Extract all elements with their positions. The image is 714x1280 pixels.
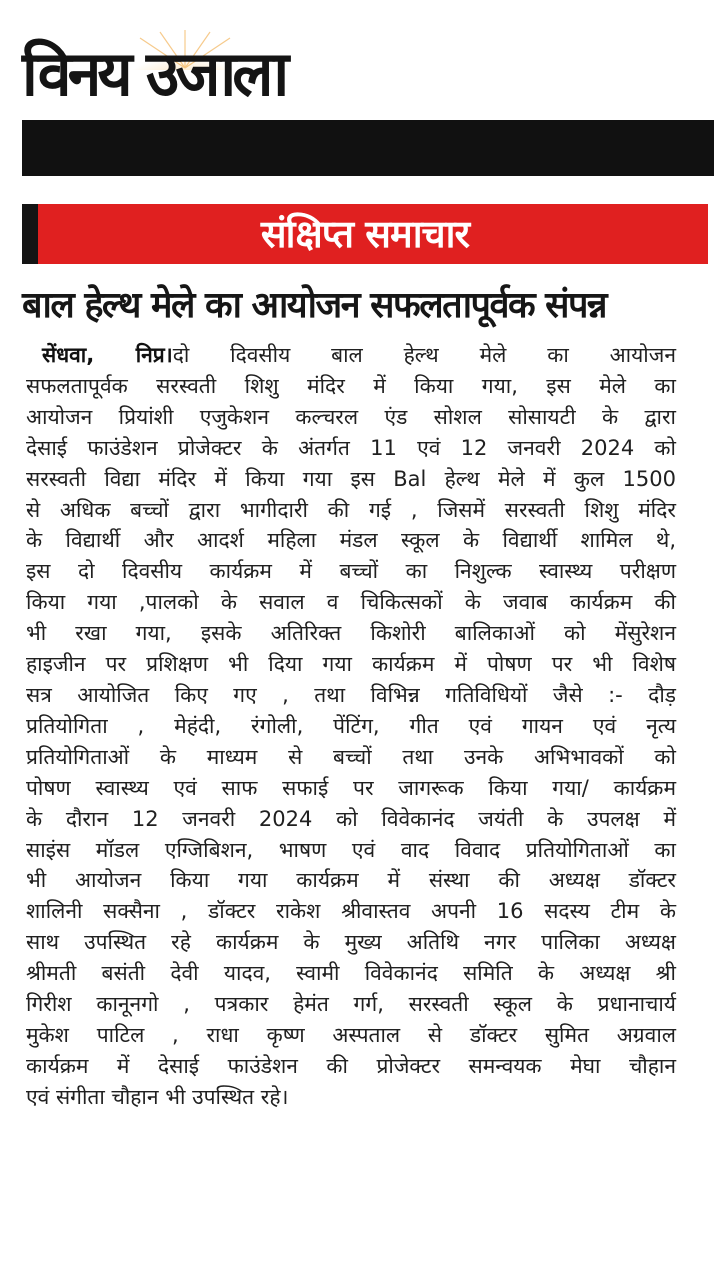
section-banner <box>22 204 708 264</box>
article-line: गिरीश कानूनगो , पत्रकार हेमंत गर्ग, सरस्वती स्कूल के प्रधानाचार्य <box>26 992 676 1017</box>
article-line: किया गया ,पालको के सवाल व चिकित्सकों के जवाब कार्यक्रम की <box>26 590 676 615</box>
article-line: हाइजीन पर प्रशिक्षण भी दिया गया कार्यक्रम में पोषण पर भी विशेष <box>26 652 676 677</box>
article-dateline: सेंधवा, निप्र। <box>42 343 173 367</box>
article-line: देसाई फाउंडेशन प्रोजेक्टर के अंतर्गत 11 एवं 12 जनवरी 2024 को <box>26 435 676 460</box>
newspaper-logo: विनय उजाला <box>22 37 286 110</box>
article-line: मुकेश पाटिल , राधा कृष्ण अस्पताल से डॉक्टर सुमित अग्रवाल <box>26 1022 676 1047</box>
article-line: भी आयोजन किया गया कार्यक्रम में संस्था की अध्यक्ष डॉक्टर <box>26 868 676 893</box>
article-line: एवं संगीता चौहान भी उपस्थित रहे। <box>26 1084 289 1109</box>
article-body <box>26 340 676 1113</box>
article-line: सेंधवा, निप्र।दो दिवसीय बाल हेल्थ मेले का आयोजन <box>42 343 676 367</box>
article-headline: बाल हेल्थ मेले का आयोजन सफलतापूर्वक संपन्न <box>22 285 606 326</box>
masthead-band <box>22 120 714 176</box>
article-line: पोषण स्वास्थ्य एवं साफ सफाई पर जागरूक किया गया/ कार्यक्रम <box>26 775 676 800</box>
article-line: कार्यक्रम में देसाई फाउंडेशन की प्रोजेक्टर समन्वयक मेघा चौहान <box>26 1053 676 1078</box>
article-line: आयोजन प्रियांशी एजुकेशन कल्चरल एंड सोशल सोसायटी के द्वारा <box>26 404 676 429</box>
masthead <box>22 28 714 178</box>
article-line: इस दो दिवसीय कार्यक्रम में बच्चों का निशुल्क स्वास्थ्य परीक्षण <box>26 559 676 584</box>
article-line: भी रखा गया, इसके अतिरिक्त किशोरी बालिकाओं को मेंसुरेशन <box>26 621 676 646</box>
article-line: के विद्यार्थी और आदर्श महिला मंडल स्कूल के विद्यार्थी शामिल थे, <box>26 528 676 553</box>
article-line: प्रतियोगिता , मेहंदी, रंगोली, पेंटिंग, गीत एवं गायन एवं नृत्य <box>26 713 676 738</box>
article-line: साइंस मॉडल एग्जिबिशन, भाषण एवं वाद विवाद प्रतियोगिताओं का <box>26 837 676 862</box>
article-line: प्रतियोगिताओं के माध्यम से बच्चों तथा उनके अभिभावकों को <box>26 744 676 769</box>
article-line: सफलतापूर्वक सरस्वती शिशु मंदिर में किया गया, इस मेले का <box>26 373 676 398</box>
article-line: के दौरान 12 जनवरी 2024 को विवेकानंद जयंती के उपलक्ष में <box>26 806 676 831</box>
article-line: सत्र आयोजित किए गए , तथा विभिन्न गतिविधियों जैसे :- दौड़ <box>26 682 676 707</box>
article-line: से अधिक बच्चों द्वारा भागीदारी की गई , जिसमें सरस्वती शिशु मंदिर <box>26 497 676 522</box>
section-title: संक्षिप्त समाचार <box>260 212 470 256</box>
article-line: साथ उपस्थित रहे कार्यक्रम के मुख्य अतिथि नगर पालिका अध्यक्ष <box>26 930 676 955</box>
article-line: शालिनी सक्सैना , डॉक्टर राकेश श्रीवास्तव अपनी 16 सदस्य टीम के <box>26 899 676 924</box>
article-line: श्रीमती बसंती देवी यादव, स्वामी विवेकानंद समिति के अध्यक्ष श्री <box>26 961 676 986</box>
article-line: सरस्वती विद्या मंदिर में किया गया इस Bal हेल्थ मेले में कुल 1500 <box>26 466 676 491</box>
